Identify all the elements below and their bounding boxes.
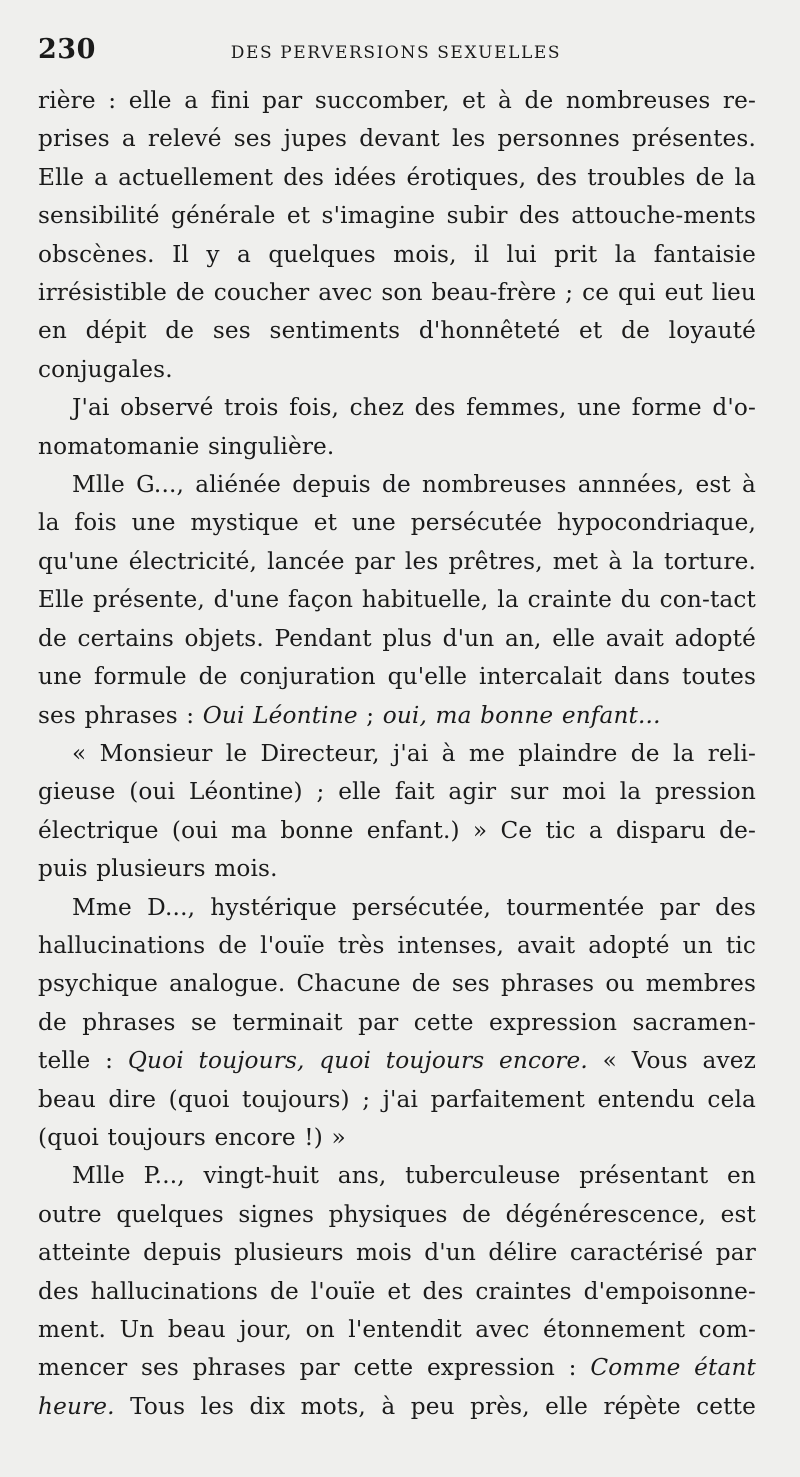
text-run: rière : elle a fini par succomber, et à de nombreuses re-prises a relevé ses jupes devant les personnes présentes. Elle a actuellement des idées érotiques, des troubles de la sensibilité générale et s'imagine subir des attouche-ments obscènes. Il y a quelques mois, il lui prit la fantaisie irrésistible de coucher avec son beau-frère ; ce qui eut lieu en dépit de ses sentiments d'honnêteté et de loyauté conjugales. [38, 87, 756, 383]
text-run: Mlle P..., vingt-huit ans, tuberculeuse présentant en outre quelques signes physiques de dégénérescence, est atteinte depuis plusieurs mois d'un délire caractérisé par des hallucinations de l'ouïe et des craintes d'empoisonne-ment. Un beau jour, on l'entendit avec étonnement com-mencer ses phrases par cette expression : [38, 1162, 756, 1382]
running-head: DES PERVERSIONS SEXUELLES [230, 43, 562, 63]
paragraph [38, 389, 756, 466]
body-text [38, 82, 756, 1426]
paragraph [38, 889, 756, 1158]
page-header [38, 34, 756, 78]
italic-text: Comme étant heure. [38, 1354, 756, 1420]
text-run: « Vous avez beau dire (quoi toujours) ; j'ai parfaitement entendu cela (quoi toujours encore !) » [38, 1047, 756, 1151]
text-run: Tous les dix mots, à peu près, elle répète cette [114, 1392, 756, 1420]
page-number: 230 [38, 34, 96, 65]
text-run: J'ai observé trois fois, chez des femmes, une forme d'o-nomatomanie singulière. [38, 394, 756, 460]
paragraph [38, 466, 756, 735]
paragraph [38, 735, 756, 889]
text-run: ; [357, 701, 383, 729]
text-run: Mlle G..., aliénée depuis de nombreuses annnées, est à la fois une mystique et une persécutée hypocondriaque, qu'une électricité, lancée par les prêtres, met à la torture. Elle présente, d'une façon habituelle, la crainte du con-tact de certains objets. Pendant plus d'un an, elle avait adopté une formule de conjuration qu'elle intercalait dans toutes ses phrases : [38, 471, 756, 729]
text-run: « Monsieur le Directeur, j'ai à me plaindre de la reli-gieuse (oui Léontine) ; elle fait agir sur moi la pression électrique (oui ma bonne enfant.) » Ce tic a disparu de-puis plusieurs mois. [38, 739, 756, 883]
italic-text: Oui Léontine [202, 701, 358, 729]
italic-text: oui, ma bonne enfant... [382, 701, 661, 729]
paragraph [38, 82, 756, 389]
text-run: Mme D..., hystérique persécutée, tourmentée par des hallucinations de l'ouïe très intenses, avait adopté un tic psychique analogue. Chacune de ses phrases ou membres de phrases se terminait par cette expression sacramen-telle : [38, 893, 756, 1075]
italic-text: Quoi toujours, quoi toujours encore. [127, 1047, 588, 1075]
paragraph [38, 1157, 756, 1426]
